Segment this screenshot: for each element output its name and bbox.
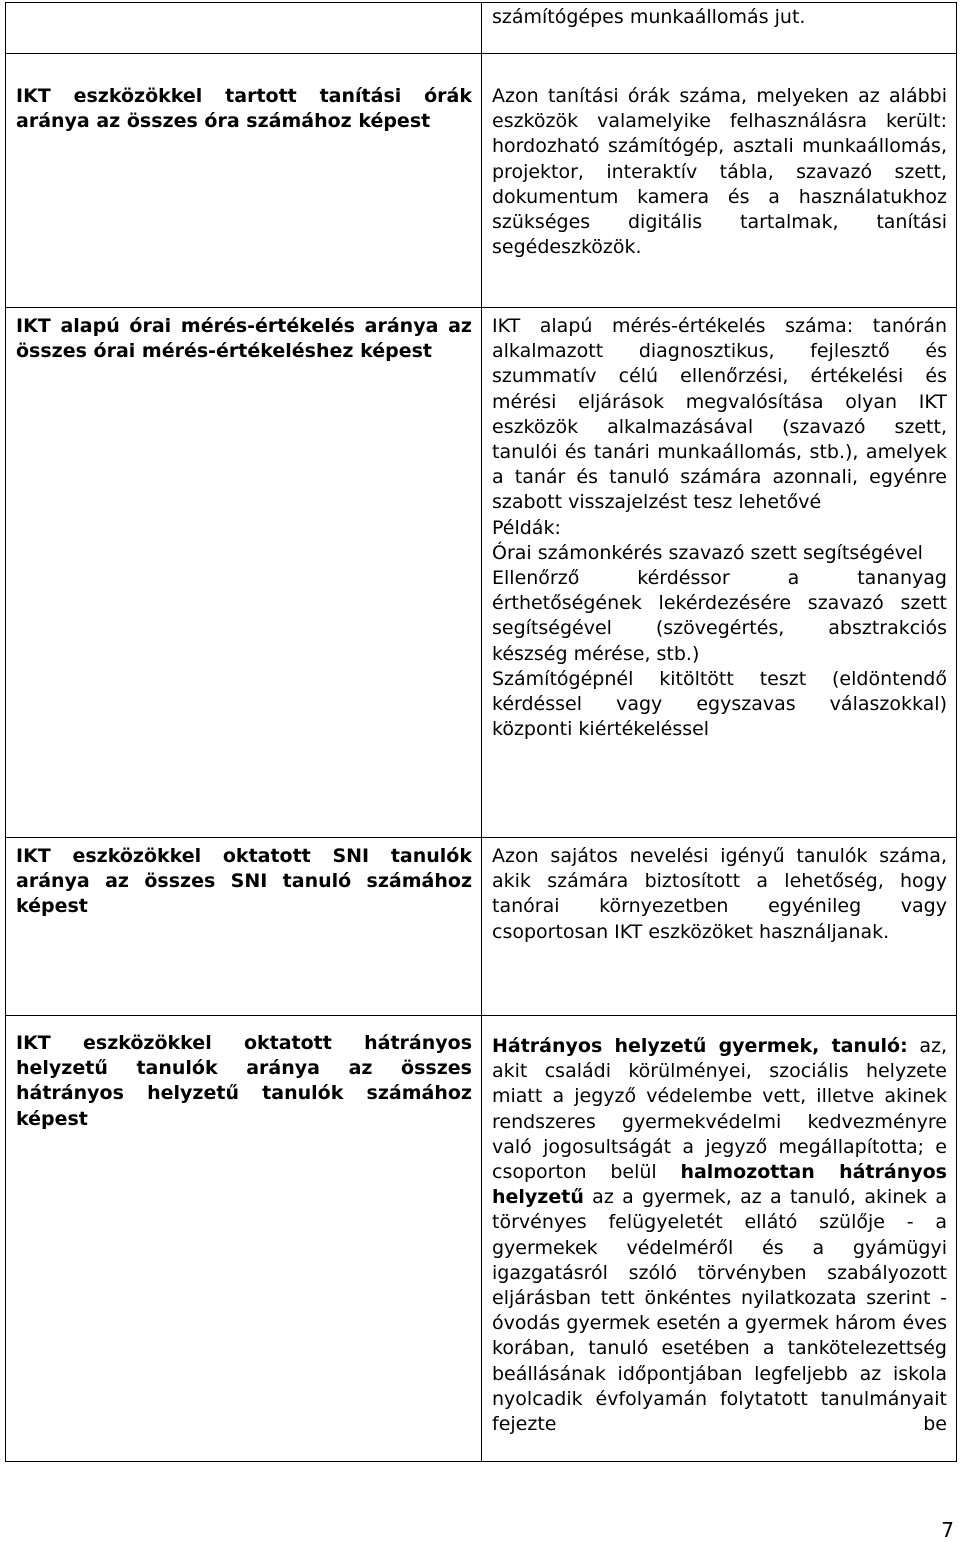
term-text: IKT eszközökkel oktatott SNI tanulók aránya az összes SNI tanuló számához képest [16, 845, 472, 918]
table-row [6, 838, 957, 1016]
term-cell [6, 54, 482, 308]
term-cell [6, 3, 482, 54]
table-row [6, 1016, 957, 1462]
description-text: Azon sajátos nevelési igényű tanulók száma, akik számára biztosított a lehetőség, hogy tanórai környezetben egyénileg vagy csoportosan IKT eszközöket használjanak. [492, 845, 947, 943]
indicator-table [5, 2, 957, 1462]
table-row [6, 54, 957, 308]
term-cell [6, 308, 482, 838]
example-item: Számítógépnél kitöltött teszt (eldöntendő kérdéssel vagy egyszavas válaszokkal) központi kiértékeléssel [492, 667, 947, 741]
term-text: IKT eszközökkel oktatott hátrányos helyzetű tanulók aránya az összes hátrányos helyzetű tanulók számához képest [16, 1032, 472, 1130]
description-cell [482, 308, 957, 838]
definition-body: az, akit családi körülményei, szociális helyzete miatt a jegyző védelembe vett, illetve akinek rendszeres gyermekvédelmi kedvezményre való jogosultságát a jegyző megállapította; e csoporton belül [492, 1035, 947, 1184]
table-row [6, 3, 957, 54]
term-text: IKT alapú órai mérés-értékelés aránya az összes órai mérés-értékeléshez képest [16, 315, 472, 363]
term-text: IKT eszközökkel tartott tanítási órák aránya az összes óra számához képest [16, 85, 472, 133]
examples-label: Példák: [492, 516, 561, 539]
definition-term: Hátrányos helyzetű gyermek, tanuló: [492, 1035, 908, 1057]
description-text: IKT alapú mérés-értékelés száma: tanórán alkalmazott diagnosztikus, fejlesztő és szummatív célú ellenőrzési, értékelési és mérési eljárások megvalósítása olyan IKT eszközök alkalmazásával (szavazó szett, tanulói és tanári munkaállomás, stb.), amelyek a tanár és tanuló számára azonnali, egyénre szabott visszajelzést tesz lehetővé [492, 315, 947, 514]
description-text: Azon tanítási órák száma, melyeken az alábbi eszközök valamelyike felhasználásra került: hordozható számítógép, asztali munkaállomás, projektor, interaktív tábla, szavazó szett, dokumentum kamera és a használatukhoz szükséges digitális tartalmak, tanítási segédeszközök. [492, 85, 947, 259]
description-cell [482, 54, 957, 308]
table-row [6, 308, 957, 838]
definition-subterm: halmozottan hátrányos helyzetű [492, 1161, 947, 1209]
description-text: számítógépes munkaállomás jut. [492, 6, 806, 28]
definition-text [492, 1034, 947, 1437]
description-cell [482, 838, 957, 1016]
term-cell [6, 1016, 482, 1462]
description-cell [482, 1016, 957, 1462]
example-item: Ellenőrző kérdéssor a tananyag érthetőségének lekérdezésére szavazó szett segítségével (szövegértés, absztrakciós készség mérése, stb.) [492, 567, 947, 665]
definition-body: az a gyermek, az a tanuló, akinek a törvényes felügyeletét ellátó szülője - a gyermekek védelméről és a gyámügyi igazgatásról szóló törvényben szabályozott eljárásban tett önkéntes nyilatkozata szerint - óvodás gyermek esetén a gyermek három éves korában, tanuló esetében a tankötelezettség beállásának időpontjában legfeljebb az iskola nyolcadik évfolyamán folytatott tanulmányait fejezte be [492, 1186, 947, 1436]
example-item: Órai számonkérés szavazó szett segítségével [492, 541, 923, 564]
description-cell [482, 3, 957, 54]
page-number: 7 [941, 1518, 954, 1542]
term-cell [6, 838, 482, 1016]
